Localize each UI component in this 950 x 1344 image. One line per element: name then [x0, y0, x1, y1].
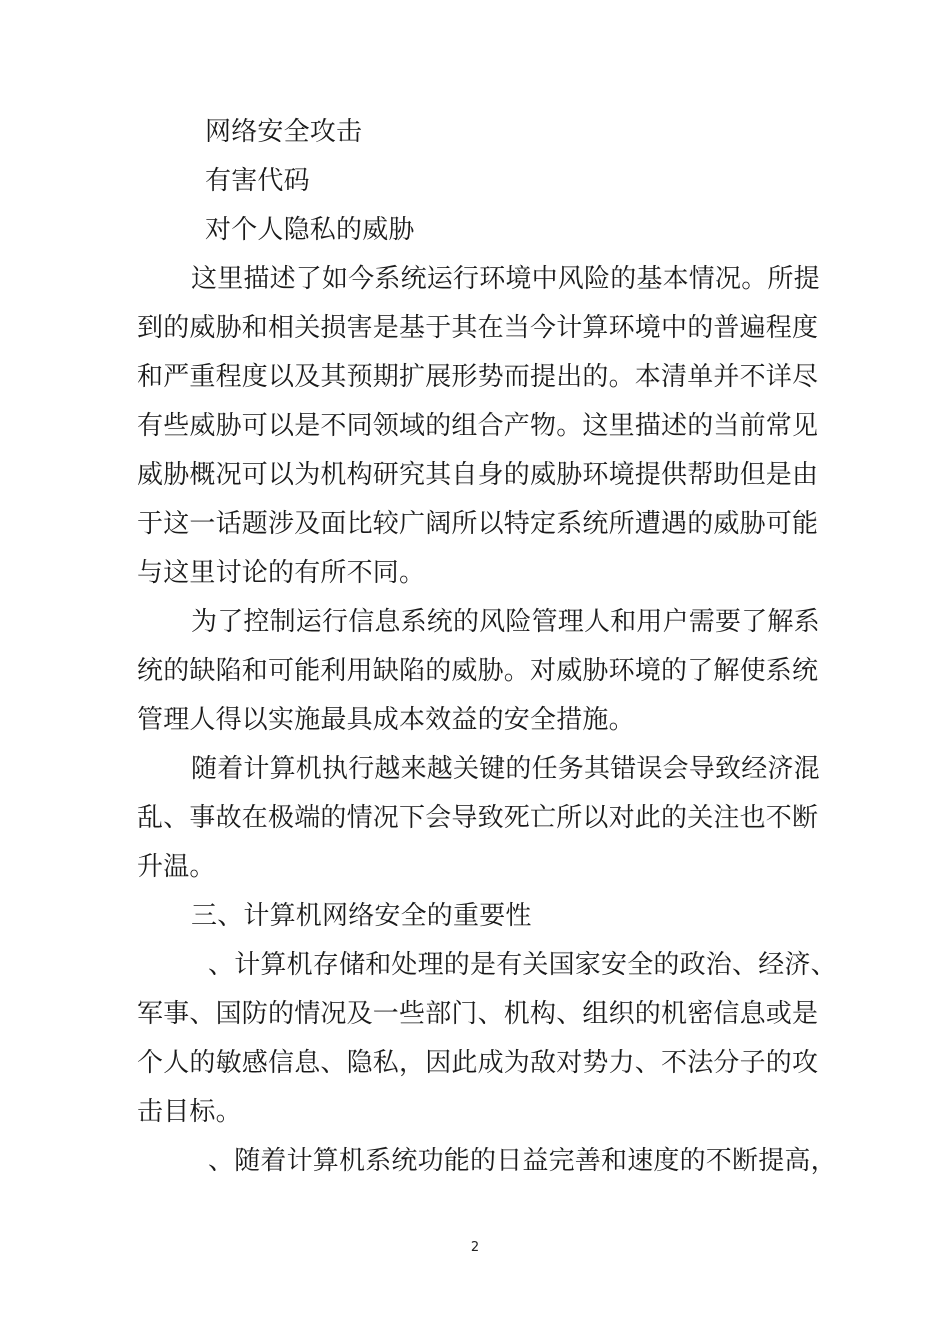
- paragraph-line: 升温。: [137, 852, 216, 882]
- paragraph-line: 于这一话题涉及面比较广阔所以特定系统所遭遇的威胁可能: [137, 509, 819, 539]
- paragraph-line: 与这里讨论的有所不同。: [137, 558, 426, 588]
- paragraph-line: 、计算机存储和处理的是有关国家安全的政治、经济、: [208, 950, 837, 980]
- paragraph-line: 个人的敏感信息、隐私，因此成为敌对势力、不法分子的攻: [137, 1048, 819, 1078]
- paragraph-line: 到的威胁和相关损害是基于其在当今计算环境中的普遍程度: [137, 313, 819, 343]
- page-number: 2: [470, 1240, 480, 1255]
- paragraph-line: 乱、事故在极端的情况下会导致死亡所以对此的关注也不断: [137, 803, 819, 833]
- paragraph-line: 军事、国防的情况及一些部门、机构、组织的机密信息或是: [137, 999, 819, 1029]
- paragraph-line: 这里描述了如今系统运行环境中风险的基本情况。所提: [191, 264, 820, 294]
- paragraph-line: 、随着计算机系统功能的日益完善和速度的不断提高，: [208, 1146, 837, 1176]
- paragraph-line: 威胁概况可以为机构研究其自身的威胁环境提供帮助但是由: [137, 460, 819, 490]
- paragraph-line: 管理人得以实施最具成本效益的安全措施。: [137, 705, 635, 735]
- list-item-malicious-code: 有害代码: [205, 166, 310, 196]
- paragraph-line: 击目标。: [137, 1097, 242, 1127]
- paragraph-line: 为了控制运行信息系统的风险管理人和用户需要了解系: [191, 607, 820, 637]
- paragraph-line: 有些威胁可以是不同领域的组合产物。这里描述的当前常见: [137, 411, 819, 441]
- paragraph-line: 和严重程度以及其预期扩展形势而提出的。本清单并不详尽: [137, 362, 819, 392]
- paragraph-line: 随着计算机执行越来越关键的任务其错误会导致经济混: [191, 754, 820, 784]
- list-item-privacy-threat: 对个人隐私的威胁: [205, 215, 415, 245]
- paragraph-line: 统的缺陷和可能利用缺陷的威胁。对威胁环境的了解使系统: [137, 656, 819, 686]
- list-item-network-attack: 网络安全攻击: [205, 117, 363, 147]
- section-heading: 三、计算机网络安全的重要性: [191, 901, 532, 931]
